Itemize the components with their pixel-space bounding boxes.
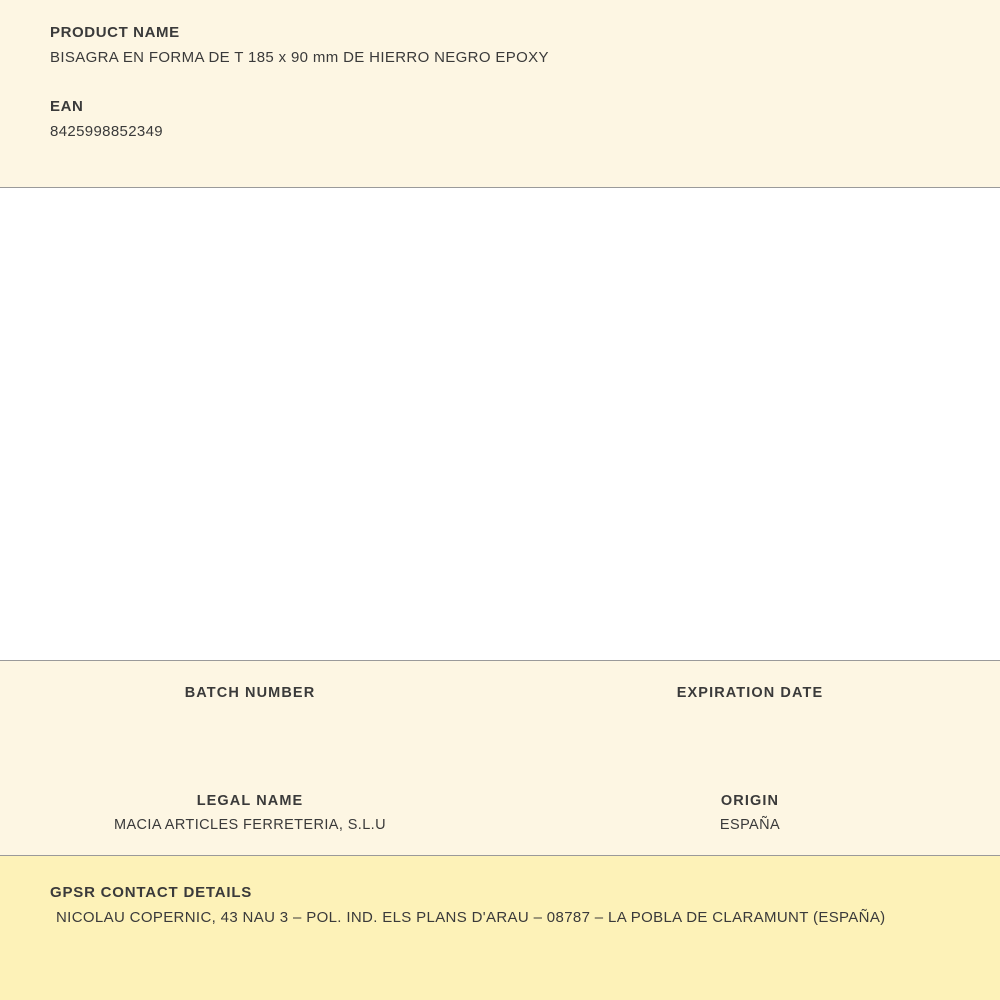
batch-number-value (20, 709, 480, 727)
gpsr-contact-block (0, 856, 1000, 1000)
gpsr-contact-value: NICOLAU COPERNIC, 43 NAU 3 – POL. IND. ELS PLANS D'ARAU – 08787 – LA POBLA DE CLARAMUNT (ESPAÑA) (56, 909, 886, 926)
legal-origin-row (0, 793, 1000, 835)
legal-name-label: LEGAL NAME (196, 793, 304, 809)
legal-name-field (0, 793, 500, 835)
product-identification-block (0, 0, 1000, 188)
expiration-date-label: EXPIRATION DATE (676, 685, 824, 701)
legal-name-value: MACIA ARTICLES FERRETERIA, S.L.U (114, 817, 386, 833)
product-name-value: BISAGRA EN FORMA DE T 185 x 90 mm DE HIERRO NEGRO EPOXY (50, 49, 549, 66)
product-name-label: PRODUCT NAME (50, 24, 180, 41)
ean-value: 8425998852349 (50, 123, 163, 140)
gpsr-contact-label: GPSR CONTACT DETAILS (50, 884, 253, 901)
product-image-area (0, 188, 1000, 661)
expiration-date-field (500, 685, 1000, 727)
origin-field (500, 793, 1000, 835)
product-details-block (0, 661, 1000, 856)
ean-field (50, 98, 950, 140)
product-name-field (50, 24, 950, 66)
origin-value: ESPAÑA (719, 817, 781, 833)
batch-number-field (0, 685, 500, 727)
batch-expiration-row (0, 685, 1000, 727)
ean-label: EAN (50, 98, 84, 115)
expiration-date-value (520, 709, 980, 727)
batch-number-label: BATCH NUMBER (184, 685, 316, 701)
origin-label: ORIGIN (720, 793, 780, 809)
